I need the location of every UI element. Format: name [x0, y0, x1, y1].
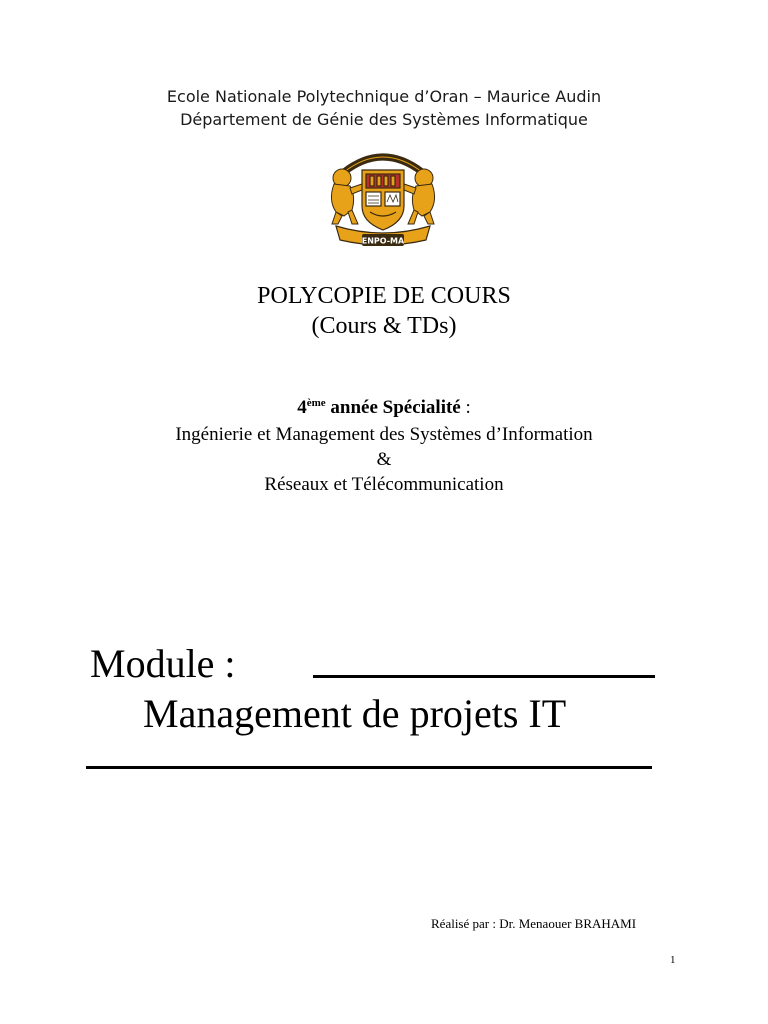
department-name: Département de Génie des Systèmes Informatique	[180, 110, 588, 129]
logo-text: ENPO-MA	[361, 236, 405, 246]
year-number: 4	[297, 397, 307, 418]
module-name: Management de projets IT	[143, 691, 567, 736]
module-rule-top	[313, 675, 655, 678]
specialty-line-2: Réseaux et Télécommunication	[264, 474, 504, 495]
right-lion-icon	[404, 169, 435, 224]
school-name: Ecole Nationale Polytechnique d’Oran – Maurice Audin	[166, 87, 602, 106]
document-title: POLYCOPIE DE COURS	[257, 283, 511, 309]
year-colon: :	[460, 397, 471, 418]
enpo-ma-crest-logo	[322, 140, 444, 252]
specialty-ampersand: &	[376, 449, 392, 470]
specialty-line-1: Ingénierie et Management des Systèmes d’Information	[175, 424, 593, 445]
page-number: 1	[670, 954, 676, 966]
year-specialty-line	[0, 397, 768, 419]
module-label: Module :	[90, 641, 236, 686]
left-lion-icon	[331, 169, 362, 224]
author-credit: Réalisé par : Dr. Menaouer BRAHAMI	[431, 916, 637, 931]
year-text: année Spécialité	[325, 397, 461, 418]
year-superscript: ème	[306, 397, 326, 409]
module-rule-bottom	[86, 766, 652, 769]
shield-icon	[362, 170, 404, 230]
document-subtitle: (Cours & TDs)	[311, 313, 457, 339]
